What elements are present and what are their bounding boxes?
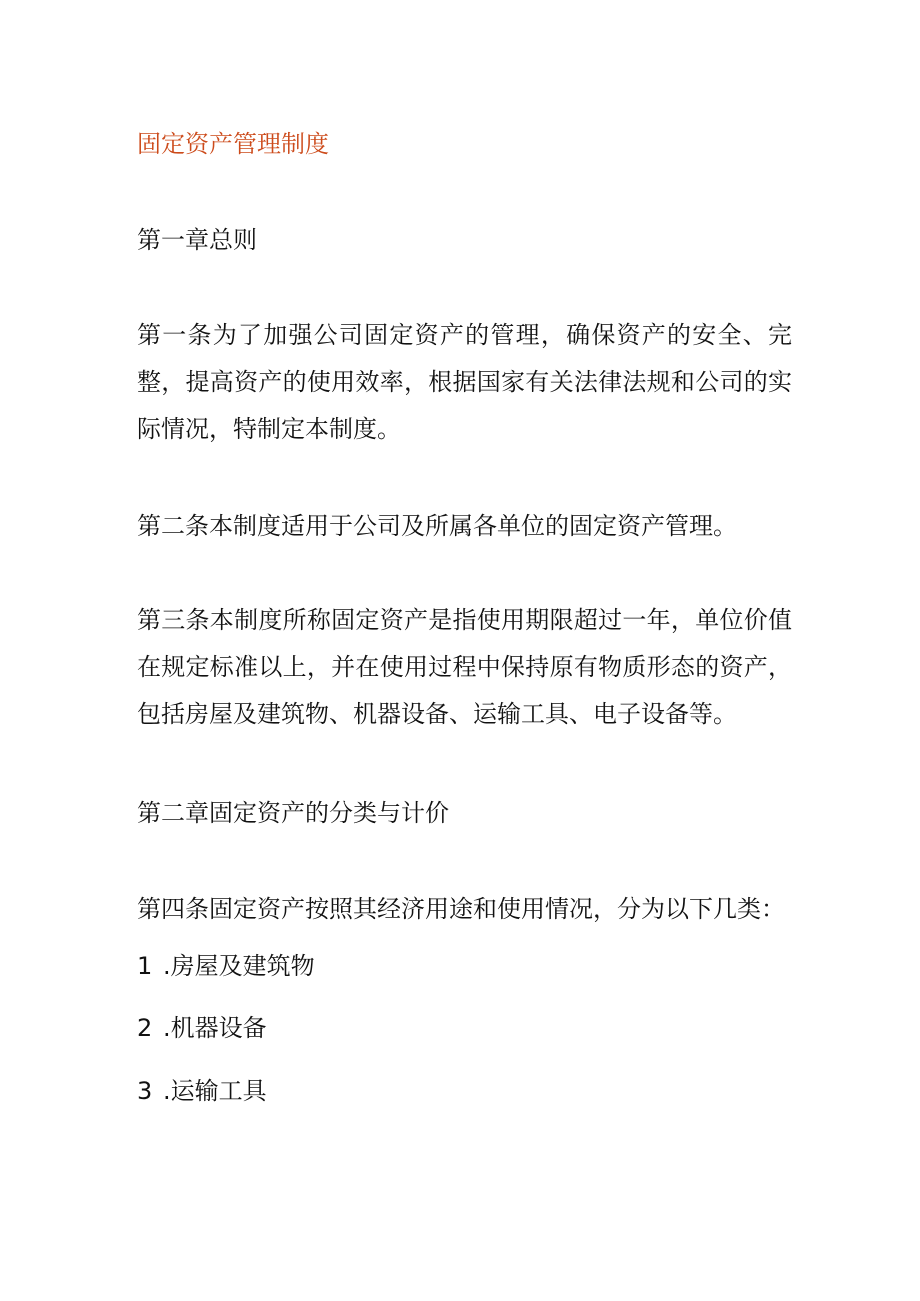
article-3: 第三条本制度所称固定资产是指使用期限超过一年，单位价值在规定标准以上，并在使用过程中保持原有物质形态的资产，包括房屋及建筑物、机器设备、运输工具、电子设备等。 [137, 606, 792, 728]
article-4: 第四条固定资产按照其经济用途和使用情况，分为以下几类： [137, 895, 785, 923]
list-item-number: 3 [137, 1077, 153, 1105]
article-2: 第二条本制度适用于公司及所属各单位的固定资产管理。 [137, 512, 737, 540]
list-item-text: .运输工具 [163, 1077, 267, 1105]
list-item-text: .机器设备 [163, 1014, 267, 1042]
article-1: 第一条为了加强公司固定资产的管理，确保资产的安全、完整，提高资产的使用效率，根据国家有关法律法规和公司的实际情况，特制定本制度。 [137, 321, 792, 443]
list-item-number: 1 [137, 952, 153, 980]
list-item-text: .房屋及建筑物 [163, 952, 315, 980]
list-item [137, 1012, 267, 1044]
chapter-2-heading: 第二章固定资产的分类与计价 [137, 799, 449, 827]
list-item [137, 1075, 267, 1107]
chapter-1-heading: 第一章总则 [137, 226, 257, 254]
list-item-number: 2 [137, 1014, 153, 1042]
document-title: 固定资产管理制度 [137, 130, 329, 158]
list-item [137, 950, 315, 982]
